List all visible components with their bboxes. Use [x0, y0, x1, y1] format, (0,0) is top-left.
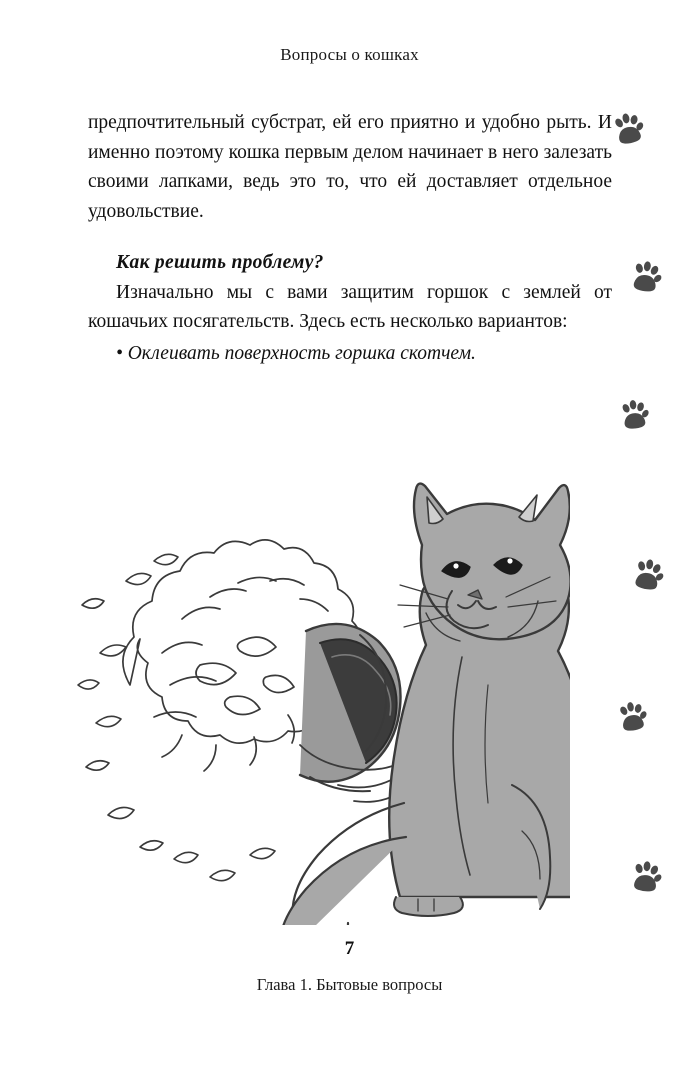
- paragraph-solution: Изначально мы с вами защитим горшок с землей от кошачьих посягательств. Здесь есть несколько вариантов:: [88, 281, 612, 332]
- paw-print-icon: [628, 554, 667, 593]
- body-text-block: [88, 108, 612, 368]
- paw-print-icon: [627, 857, 664, 894]
- section-subheading: Как решить проблему?: [116, 252, 324, 273]
- cat-and-flowerpot-illustration: [70, 385, 570, 925]
- running-head: Вопросы о кошках: [280, 45, 419, 64]
- paw-print-icon: [616, 396, 651, 431]
- paw-print-icon: [608, 108, 648, 148]
- page-number: 7: [344, 938, 355, 959]
- paw-print-icon: [614, 698, 651, 735]
- paragraph-continuation: предпочтительный субстрат, ей его приятно и удобно рыть. И именно поэтому кошка первым делом начинает в него залезать своими лапками, ведь это то, что ей доставляет отдельное удовольствие.: [88, 112, 612, 222]
- footer-chapter-caption: Глава 1. Бытовые вопросы: [256, 975, 443, 994]
- bullet-item-tape: • Оклеивать поверхность горшка скотчем.: [116, 342, 476, 364]
- paw-print-icon: [627, 257, 665, 295]
